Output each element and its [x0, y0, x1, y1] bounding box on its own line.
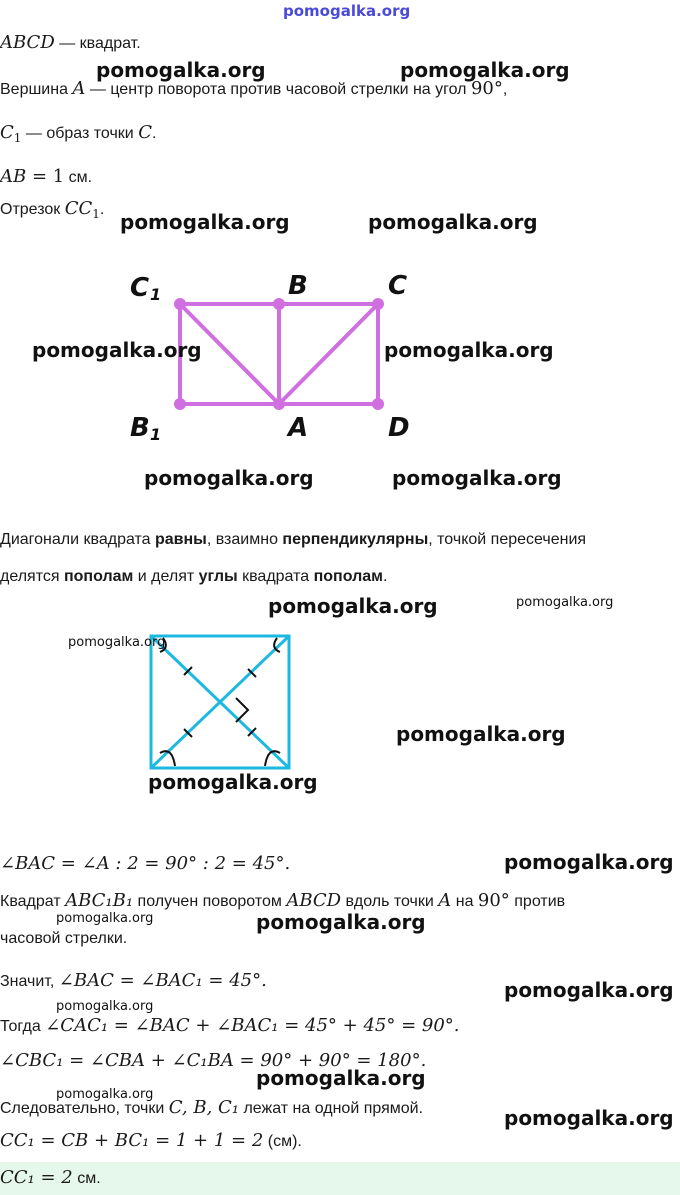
- solution-line-4: Значит, ∠BAC = ∠BAC₁ = 45°.: [0, 970, 267, 991]
- label-b1: B: [130, 413, 150, 443]
- solution-line-3: часовой стрелки.: [0, 930, 128, 947]
- text-line-5: Отрезок $CC_1$.: [0, 198, 105, 222]
- watermark: pomogalka.org: [256, 910, 426, 934]
- watermark: pomogalka.org: [56, 1087, 154, 1102]
- label-c1-sub: 1: [150, 285, 162, 304]
- watermark: pomogalka.org: [96, 58, 266, 82]
- solution-line-5: Тогда ∠CAC₁ = ∠BAC + ∠BAC₁ = 45° + 45° = 90°.: [0, 1015, 460, 1036]
- watermark: pomogalka.org: [32, 338, 202, 362]
- answer-box: [0, 1162, 680, 1195]
- text-line-3: $C_1$ — образ точки C.: [0, 122, 157, 146]
- answer-line: CC₁ = 2 см.: [0, 1167, 101, 1188]
- solution-line-1: ∠BAC = ∠A : 2 = 90° : 2 = 45°.: [0, 853, 291, 874]
- label-b1-sub: 1: [150, 425, 162, 444]
- watermark: pomogalka.org: [148, 770, 318, 794]
- solution-line-6: ∠CBC₁ = ∠CBA + ∠C₁BA = 90° + 90° = 180°.: [0, 1050, 427, 1071]
- watermark: pomogalka.org: [392, 466, 562, 490]
- watermark: pomogalka.org: [504, 978, 674, 1002]
- watermark: pomogalka.org: [68, 635, 166, 650]
- label-b: B: [288, 271, 308, 301]
- label-c: C: [388, 271, 408, 301]
- watermark: pomogalka.org: [396, 722, 566, 746]
- watermark: pomogalka.org: [504, 1106, 674, 1130]
- watermark: pomogalka.org: [56, 911, 154, 926]
- watermark: pomogalka.org: [256, 1066, 426, 1090]
- watermark: pomogalka.org: [368, 210, 538, 234]
- text-line-2: Вершина A — центр поворота против часовой стрелки на угол 90°,: [0, 78, 508, 99]
- watermark: pomogalka.org: [120, 210, 290, 234]
- label-a: A: [288, 413, 309, 443]
- watermark: pomogalka.org: [384, 338, 554, 362]
- solution-line-7: Следовательно, точки C, B, C₁ лежат на одной прямой.: [0, 1097, 424, 1118]
- solution-line-8: CC₁ = CB + BC₁ = 1 + 1 = 2 (см).: [0, 1130, 302, 1151]
- watermark: pomogalka.org: [56, 999, 154, 1014]
- watermark-top: pomogalka.org: [283, 2, 411, 20]
- square-diagonals-figure: [0, 628, 680, 778]
- watermark: pomogalka.org: [504, 850, 674, 874]
- watermark: pomogalka.org: [268, 594, 438, 618]
- watermark: pomogalka.org: [516, 595, 614, 610]
- paragraph-line-1: Диагонали квадрата равны, взаимно перпендикулярны, точкой пересечения: [0, 531, 587, 548]
- solution-line-2: Квадрат ABC₁B₁ получен поворотом ABCD вдоль точки A на 90° против: [0, 890, 566, 911]
- label-c1: C: [130, 273, 150, 303]
- figure-lines: [180, 304, 378, 404]
- paragraph-line-2: делятся пополам и делят углы квадрата пополам.: [0, 568, 388, 585]
- text-line-4: AB = 1 см.: [0, 166, 93, 187]
- label-d: D: [388, 413, 410, 443]
- watermark: pomogalka.org: [144, 466, 314, 490]
- text-line-1: ABCD — квадрат.: [0, 32, 141, 53]
- watermark: pomogalka.org: [400, 58, 570, 82]
